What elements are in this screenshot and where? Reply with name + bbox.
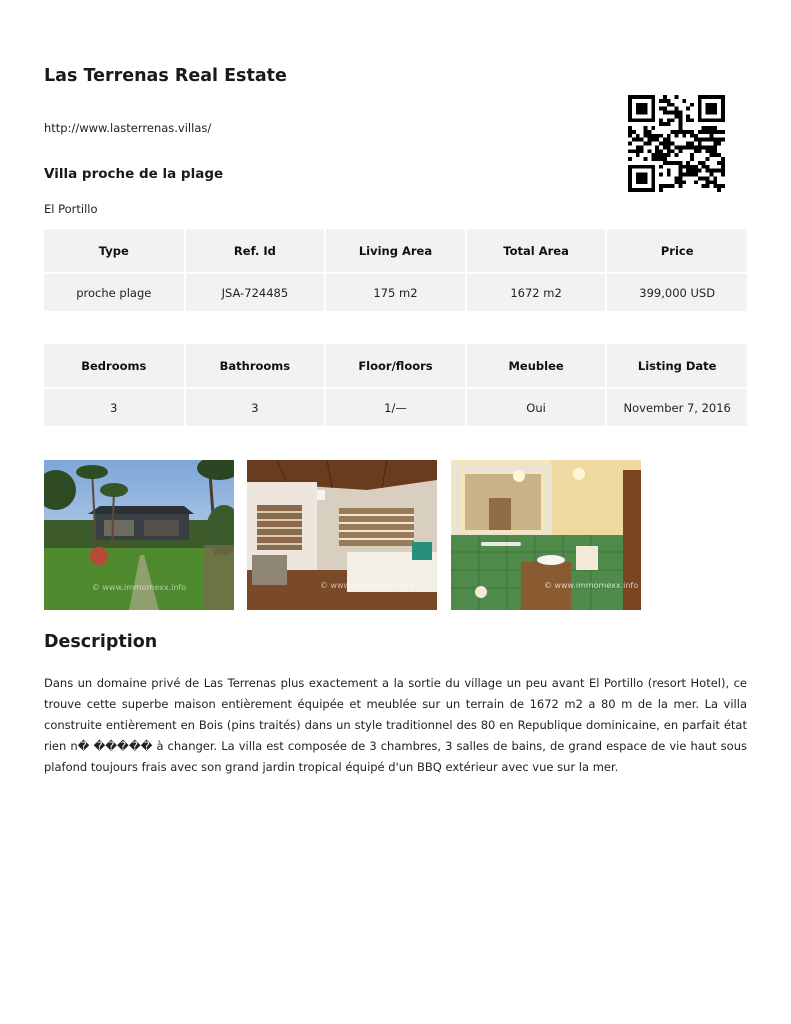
value-bathrooms: 3 xyxy=(185,388,326,426)
specs-value-row xyxy=(44,388,747,426)
value-price: 399,000 USD xyxy=(606,273,747,311)
value-listing-date: November 7, 2016 xyxy=(606,388,747,426)
photo-exterior[interactable] xyxy=(44,460,234,610)
photo-bathroom[interactable] xyxy=(451,460,641,610)
header-bathrooms: Bathrooms xyxy=(185,344,326,388)
header-living-area: Living Area xyxy=(325,229,466,273)
value-type: proche plage xyxy=(44,273,185,311)
specs-table-secondary xyxy=(44,344,747,426)
specs-header-row xyxy=(44,229,747,273)
header-listing-date: Listing Date xyxy=(606,344,747,388)
listing-location: El Portillo xyxy=(44,202,98,216)
header-ref-id: Ref. Id xyxy=(185,229,326,273)
header-type: Type xyxy=(98,243,129,258)
value-floors: 1/— xyxy=(325,388,466,426)
description-text: Dans un domaine privé de Las Terrenas plus exactement a la sortie du village un peu avant El Portillo (resort Hotel), ce trouve cette superbe maison entièrement équipée et meublée sur un terrain de 1672 m2 a 80 m de la mer. La villa construite entièrement en Bois (pins traités) dans un style traditionnel des 80 en Republique dominicaine, en parfait état rien n� ����� à changer. La villa est composée de 3 chambres, 3 salles de bains, de grand espace de vie haut sous plafond toujours frais avec son grand jardin tropical équipé d'un BBQ extérieur avec vue sur la mer. xyxy=(44,676,747,774)
listing-title: Villa proche de la plage xyxy=(44,166,224,182)
header-total-area: Total Area xyxy=(466,229,607,273)
value-total-area: 1672 m2 xyxy=(466,273,607,311)
header-bedrooms: Bedrooms xyxy=(81,358,147,373)
agency-website[interactable]: http://www.lasterrenas.villas/ xyxy=(44,121,212,135)
specs-table-primary xyxy=(44,229,747,311)
specs-header-row xyxy=(44,344,747,388)
header-meublee: Meublee xyxy=(466,344,607,388)
photo-watermark: © www.immomexx.info xyxy=(319,581,415,590)
value-ref-id: JSA-724485 xyxy=(185,273,326,311)
description-heading: Description xyxy=(44,632,158,652)
photo-bedroom[interactable] xyxy=(247,460,437,610)
qr-code xyxy=(628,95,725,192)
value-bedrooms: 3 xyxy=(44,388,185,426)
photo-watermark: © www.immomexx.info xyxy=(543,581,639,590)
photo-watermark: © www.immomexx.info xyxy=(91,583,187,592)
value-meublee: Oui xyxy=(466,388,607,426)
specs-value-row xyxy=(44,273,747,311)
value-living-area: 175 m2 xyxy=(325,273,466,311)
header-price: Price xyxy=(606,229,747,273)
header-floors: Floor/floors xyxy=(325,344,466,388)
agency-title: Las Terrenas Real Estate xyxy=(44,66,287,86)
